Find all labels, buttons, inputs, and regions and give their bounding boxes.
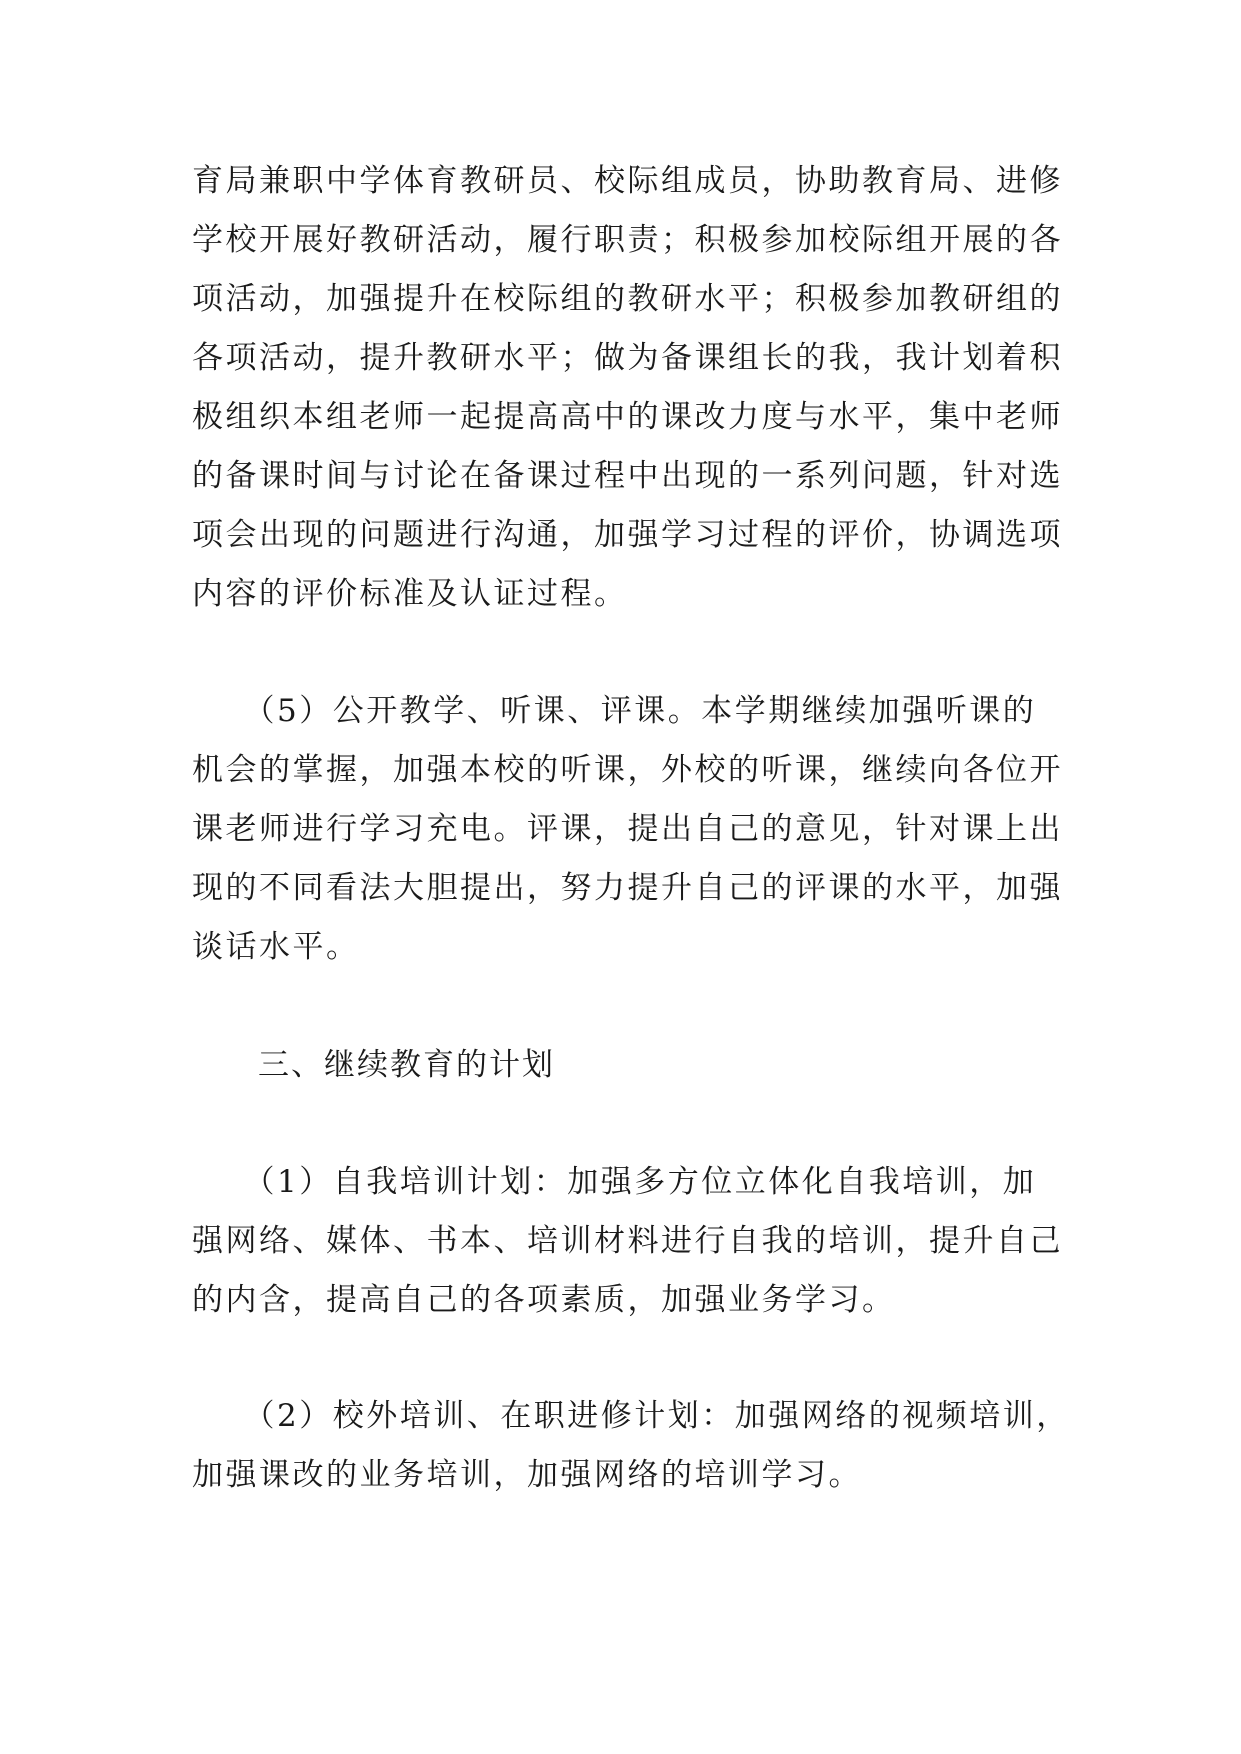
section-heading bbox=[192, 1036, 1072, 1095]
paragraph-external-training bbox=[192, 1387, 1072, 1505]
text-line: （1）自我培训计划：加强多方位立体化自我培训，加 bbox=[192, 1164, 1037, 1200]
text-line: 项会出现的问题进行沟通，加强学习过程的评价，协调选项 bbox=[192, 517, 1063, 553]
text-line: 现的不同看法大胆提出，努力提升自己的评课的水平，加强 bbox=[192, 870, 1063, 906]
text-line: 的内含，提高自己的各项素质，加强业务学习。 bbox=[192, 1282, 896, 1318]
text-line: 各项活动，提升教研水平；做为备课组长的我，我计划着积 bbox=[192, 340, 1063, 376]
text-line: 的备课时间与讨论在备课过程中出现的一系列问题，针对选 bbox=[192, 458, 1063, 494]
text-line: 谈话水平。 bbox=[192, 929, 360, 965]
text-line: 课老师进行学习充电。评课，提出自己的意见，针对课上出 bbox=[192, 811, 1063, 847]
section-title: 三、继续教育的计划 bbox=[192, 1047, 555, 1083]
text-line: （2）校外培训、在职进修计划：加强网络的视频培训， bbox=[192, 1398, 1070, 1434]
paragraph-continuation bbox=[192, 152, 1072, 624]
text-line: 项活动，加强提升在校际组的教研水平；积极参加教研组的 bbox=[192, 281, 1063, 317]
text-line: 内容的评价标准及认证过程。 bbox=[192, 576, 628, 612]
paragraph-public-teaching bbox=[192, 682, 1072, 977]
text-line: 机会的掌握，加强本校的听课，外校的听课，继续向各位开 bbox=[192, 752, 1063, 788]
text-line: 学校开展好教研活动，履行职责；积极参加校际组开展的各 bbox=[192, 222, 1063, 258]
text-line: 加强课改的业务培训，加强网络的培训学习。 bbox=[192, 1457, 862, 1493]
text-line: 强网络、媒体、书本、培训材料进行自我的培训，提升自己 bbox=[192, 1223, 1063, 1259]
text-line: （5）公开教学、听课、评课。本学期继续加强听课的 bbox=[192, 693, 1037, 729]
text-line: 极组织本组老师一起提高高中的课改力度与水平，集中老师 bbox=[192, 399, 1063, 435]
text-line: 育局兼职中学体育教研员、校际组成员，协助教育局、进修 bbox=[192, 163, 1063, 199]
paragraph-self-training bbox=[192, 1153, 1072, 1330]
